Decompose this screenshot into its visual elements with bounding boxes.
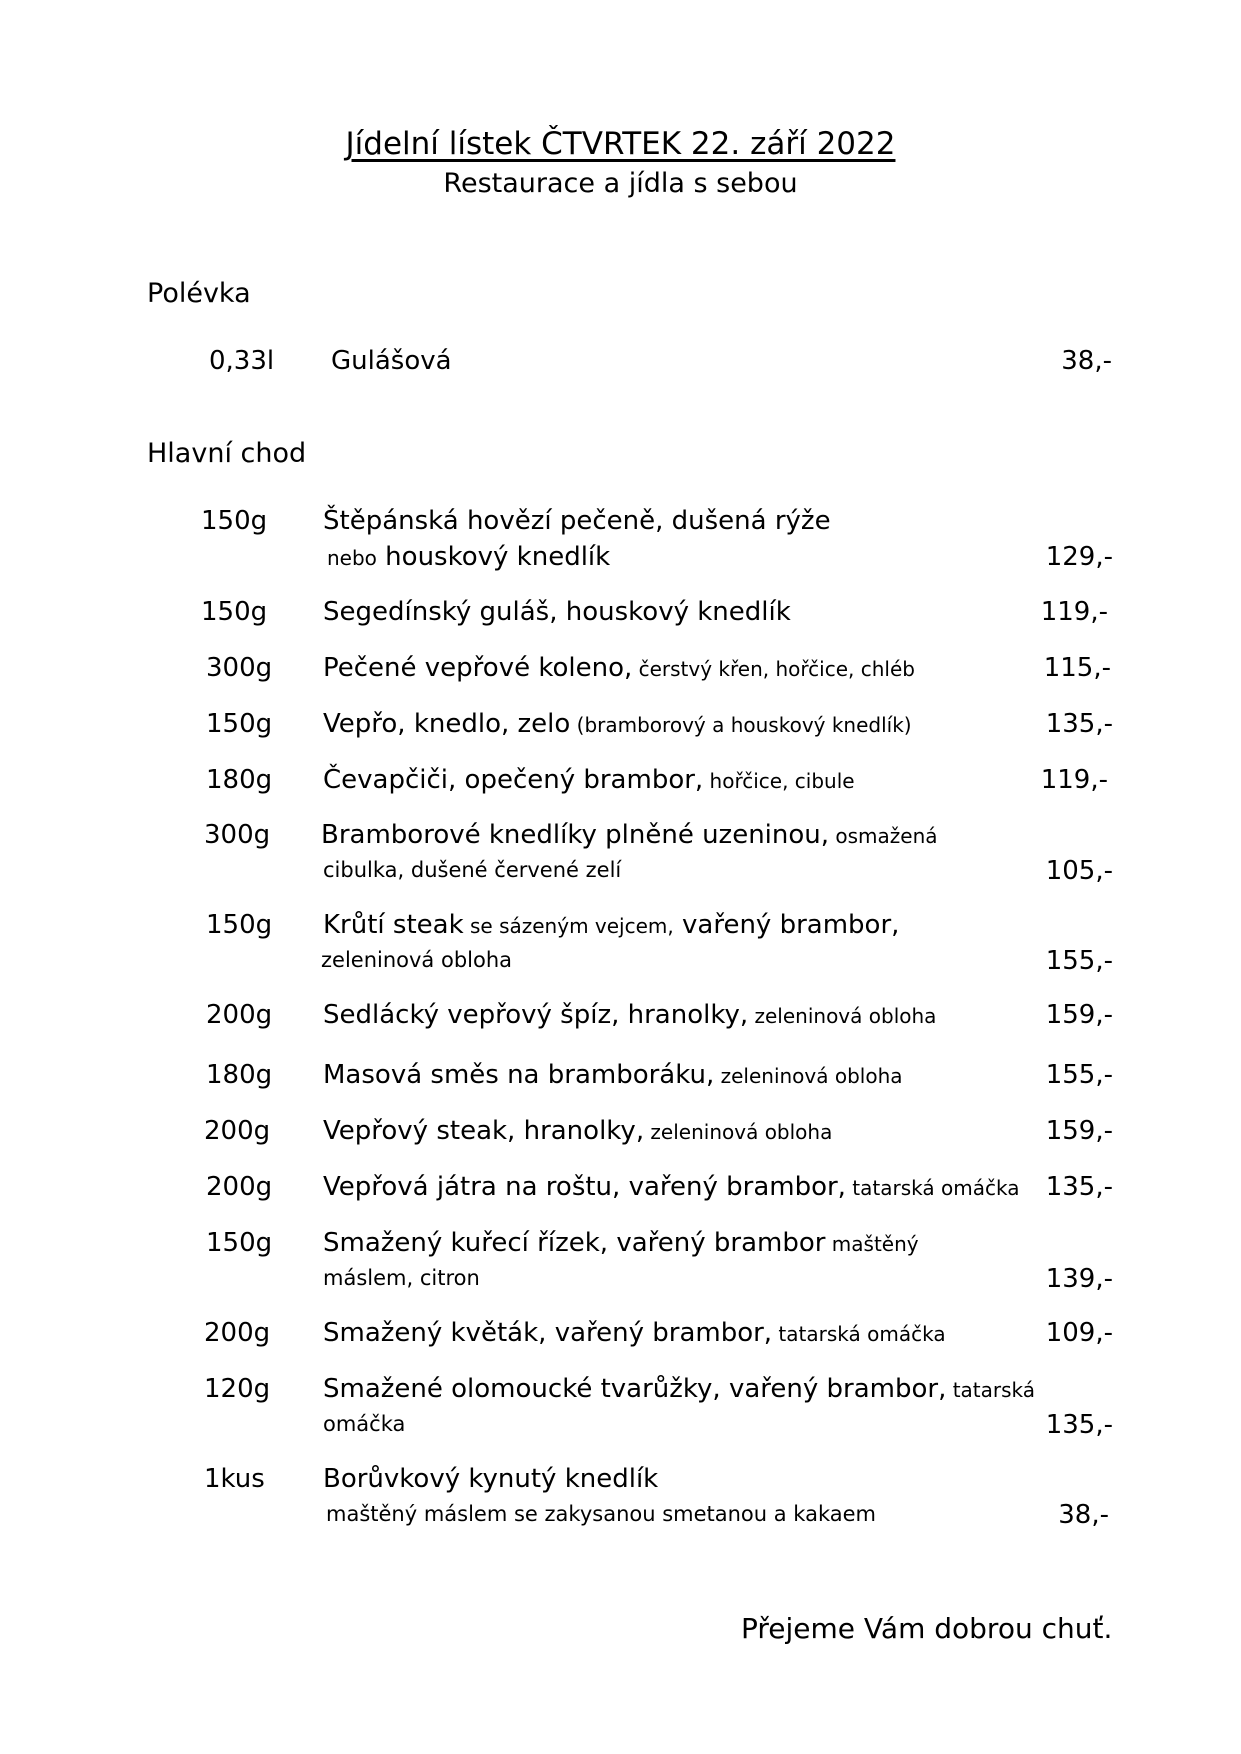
item-name-line2: omáčka bbox=[323, 1412, 406, 1436]
item-qty: 150g bbox=[201, 506, 268, 536]
item-extra: zeleninová obloha bbox=[714, 1064, 903, 1088]
item-price: 159,- bbox=[1045, 1116, 1113, 1146]
item-name: Vepřo, knedlo, zelo bbox=[323, 709, 571, 739]
item-extra: tatarská omáčka bbox=[772, 1322, 946, 1346]
item-extra: zeleninová obloha bbox=[644, 1120, 833, 1144]
item-price: 159,- bbox=[1045, 1000, 1113, 1030]
item-name-line bbox=[323, 709, 912, 739]
item-extra: hořčice, cibule bbox=[703, 769, 855, 793]
item-qty: 150g bbox=[206, 910, 273, 940]
item-price: 135,- bbox=[1045, 1410, 1113, 1440]
item-extra: maštěný bbox=[825, 1232, 919, 1256]
item-name-line2: cibulka, dušené červené zelí bbox=[323, 858, 622, 882]
item-qty: 300g bbox=[206, 653, 273, 683]
item-name: Borůvkový kynutý knedlík bbox=[323, 1464, 659, 1494]
item-price: 119,- bbox=[1040, 597, 1108, 627]
item-qty: 120g bbox=[204, 1374, 271, 1404]
item-qty: 300g bbox=[204, 820, 271, 850]
item-name: Bramborové knedlíky plněné uzeninou, bbox=[321, 820, 830, 850]
item-qty: 180g bbox=[206, 765, 273, 795]
item-price: 38,- bbox=[1061, 346, 1112, 376]
item-name-line bbox=[323, 1000, 936, 1030]
item-price: 129,- bbox=[1045, 542, 1113, 572]
item-name-line bbox=[323, 1060, 903, 1090]
item-qty: 200g bbox=[204, 1318, 271, 1348]
closing-greeting: Přejeme Vám dobrou chuť. bbox=[741, 1612, 1113, 1645]
item-name-line2: maštěný máslem se zakysanou smetanou a kakaem bbox=[326, 1502, 877, 1526]
item-name-line bbox=[323, 1172, 1019, 1202]
item-name-line bbox=[323, 653, 915, 683]
item-name: Masová směs na bramboráku, bbox=[323, 1060, 715, 1090]
item-name: Sedlácký vepřový špíz, hranolky, bbox=[323, 1000, 749, 1030]
item-price: 135,- bbox=[1045, 709, 1113, 739]
item-note: nebo bbox=[327, 546, 377, 570]
item-extra: se sázeným vejcem, bbox=[463, 914, 674, 938]
item-name-line bbox=[323, 765, 855, 795]
item-name: Smažené olomoucké tvarůžky, vařený brambor, bbox=[323, 1374, 947, 1404]
item-price: 109,- bbox=[1045, 1318, 1113, 1348]
item-name: Krůtí steak bbox=[323, 910, 464, 940]
item-name: Vepřový steak, hranolky, bbox=[323, 1116, 645, 1146]
item-name: Pečené vepřové koleno, bbox=[323, 653, 633, 683]
item-name: Gulášová bbox=[331, 346, 452, 376]
item-side: houskový knedlík bbox=[376, 542, 611, 572]
item-price: 38,- bbox=[1058, 1500, 1109, 1530]
item-qty: 150g bbox=[206, 709, 273, 739]
item-extra: osmažená bbox=[829, 824, 938, 848]
item-name: Segedínský guláš, houskový knedlík bbox=[323, 597, 791, 627]
item-qty: 200g bbox=[206, 1000, 273, 1030]
item-extra: tatarská omáčka bbox=[845, 1176, 1020, 1200]
item-name-line bbox=[323, 1318, 946, 1348]
item-name-line bbox=[323, 1116, 832, 1146]
item-price: 155,- bbox=[1045, 946, 1113, 976]
item-name: Vepřová játra na roštu, vařený brambor, bbox=[323, 1172, 846, 1202]
item-name-line2: máslem, citron bbox=[323, 1266, 480, 1290]
item-extra: zeleninová obloha bbox=[748, 1004, 937, 1028]
item-name-line2 bbox=[327, 542, 610, 572]
item-name: Štěpánská hovězí pečeně, dušená rýže bbox=[323, 506, 831, 536]
item-price: 105,- bbox=[1045, 856, 1113, 886]
item-price: 115,- bbox=[1043, 653, 1111, 683]
item-name: Smažený kuřecí řízek, vařený brambor bbox=[323, 1228, 826, 1258]
item-extra: čerstvý křen, hořčice, chléb bbox=[632, 657, 915, 681]
item-qty: 200g bbox=[204, 1116, 271, 1146]
item-extra: (bramborový a houskový knedlík) bbox=[570, 713, 912, 737]
item-name-line2: zeleninová obloha bbox=[321, 948, 513, 972]
item-qty: 150g bbox=[201, 597, 268, 627]
item-name-line bbox=[323, 910, 899, 940]
section-heading-main: Hlavní chod bbox=[147, 438, 307, 469]
item-name: Smažený květák, vařený brambor, bbox=[323, 1318, 773, 1348]
item-qty: 1kus bbox=[204, 1464, 265, 1494]
item-qty: 0,33l bbox=[209, 346, 275, 376]
item-qty: 200g bbox=[206, 1172, 273, 1202]
section-heading-soup: Polévka bbox=[147, 278, 251, 309]
item-name-line bbox=[321, 820, 938, 850]
item-name-cont: vařený brambor, bbox=[673, 910, 900, 940]
item-price: 135,- bbox=[1045, 1172, 1113, 1202]
menu-subtitle: Restaurace a jídla s sebou bbox=[443, 168, 798, 199]
item-name-line bbox=[323, 1374, 1035, 1404]
item-name-line bbox=[323, 1228, 919, 1258]
menu-title: Jídelní lístek ČTVRTEK 22. září 2022 bbox=[345, 126, 896, 162]
item-price: 155,- bbox=[1045, 1060, 1113, 1090]
item-qty: 180g bbox=[206, 1060, 273, 1090]
item-name: Čevapčiči, opečený brambor, bbox=[323, 765, 704, 795]
item-qty: 150g bbox=[206, 1228, 273, 1258]
item-extra: tatarská bbox=[946, 1378, 1036, 1402]
item-price: 119,- bbox=[1040, 765, 1108, 795]
item-price: 139,- bbox=[1045, 1264, 1113, 1294]
